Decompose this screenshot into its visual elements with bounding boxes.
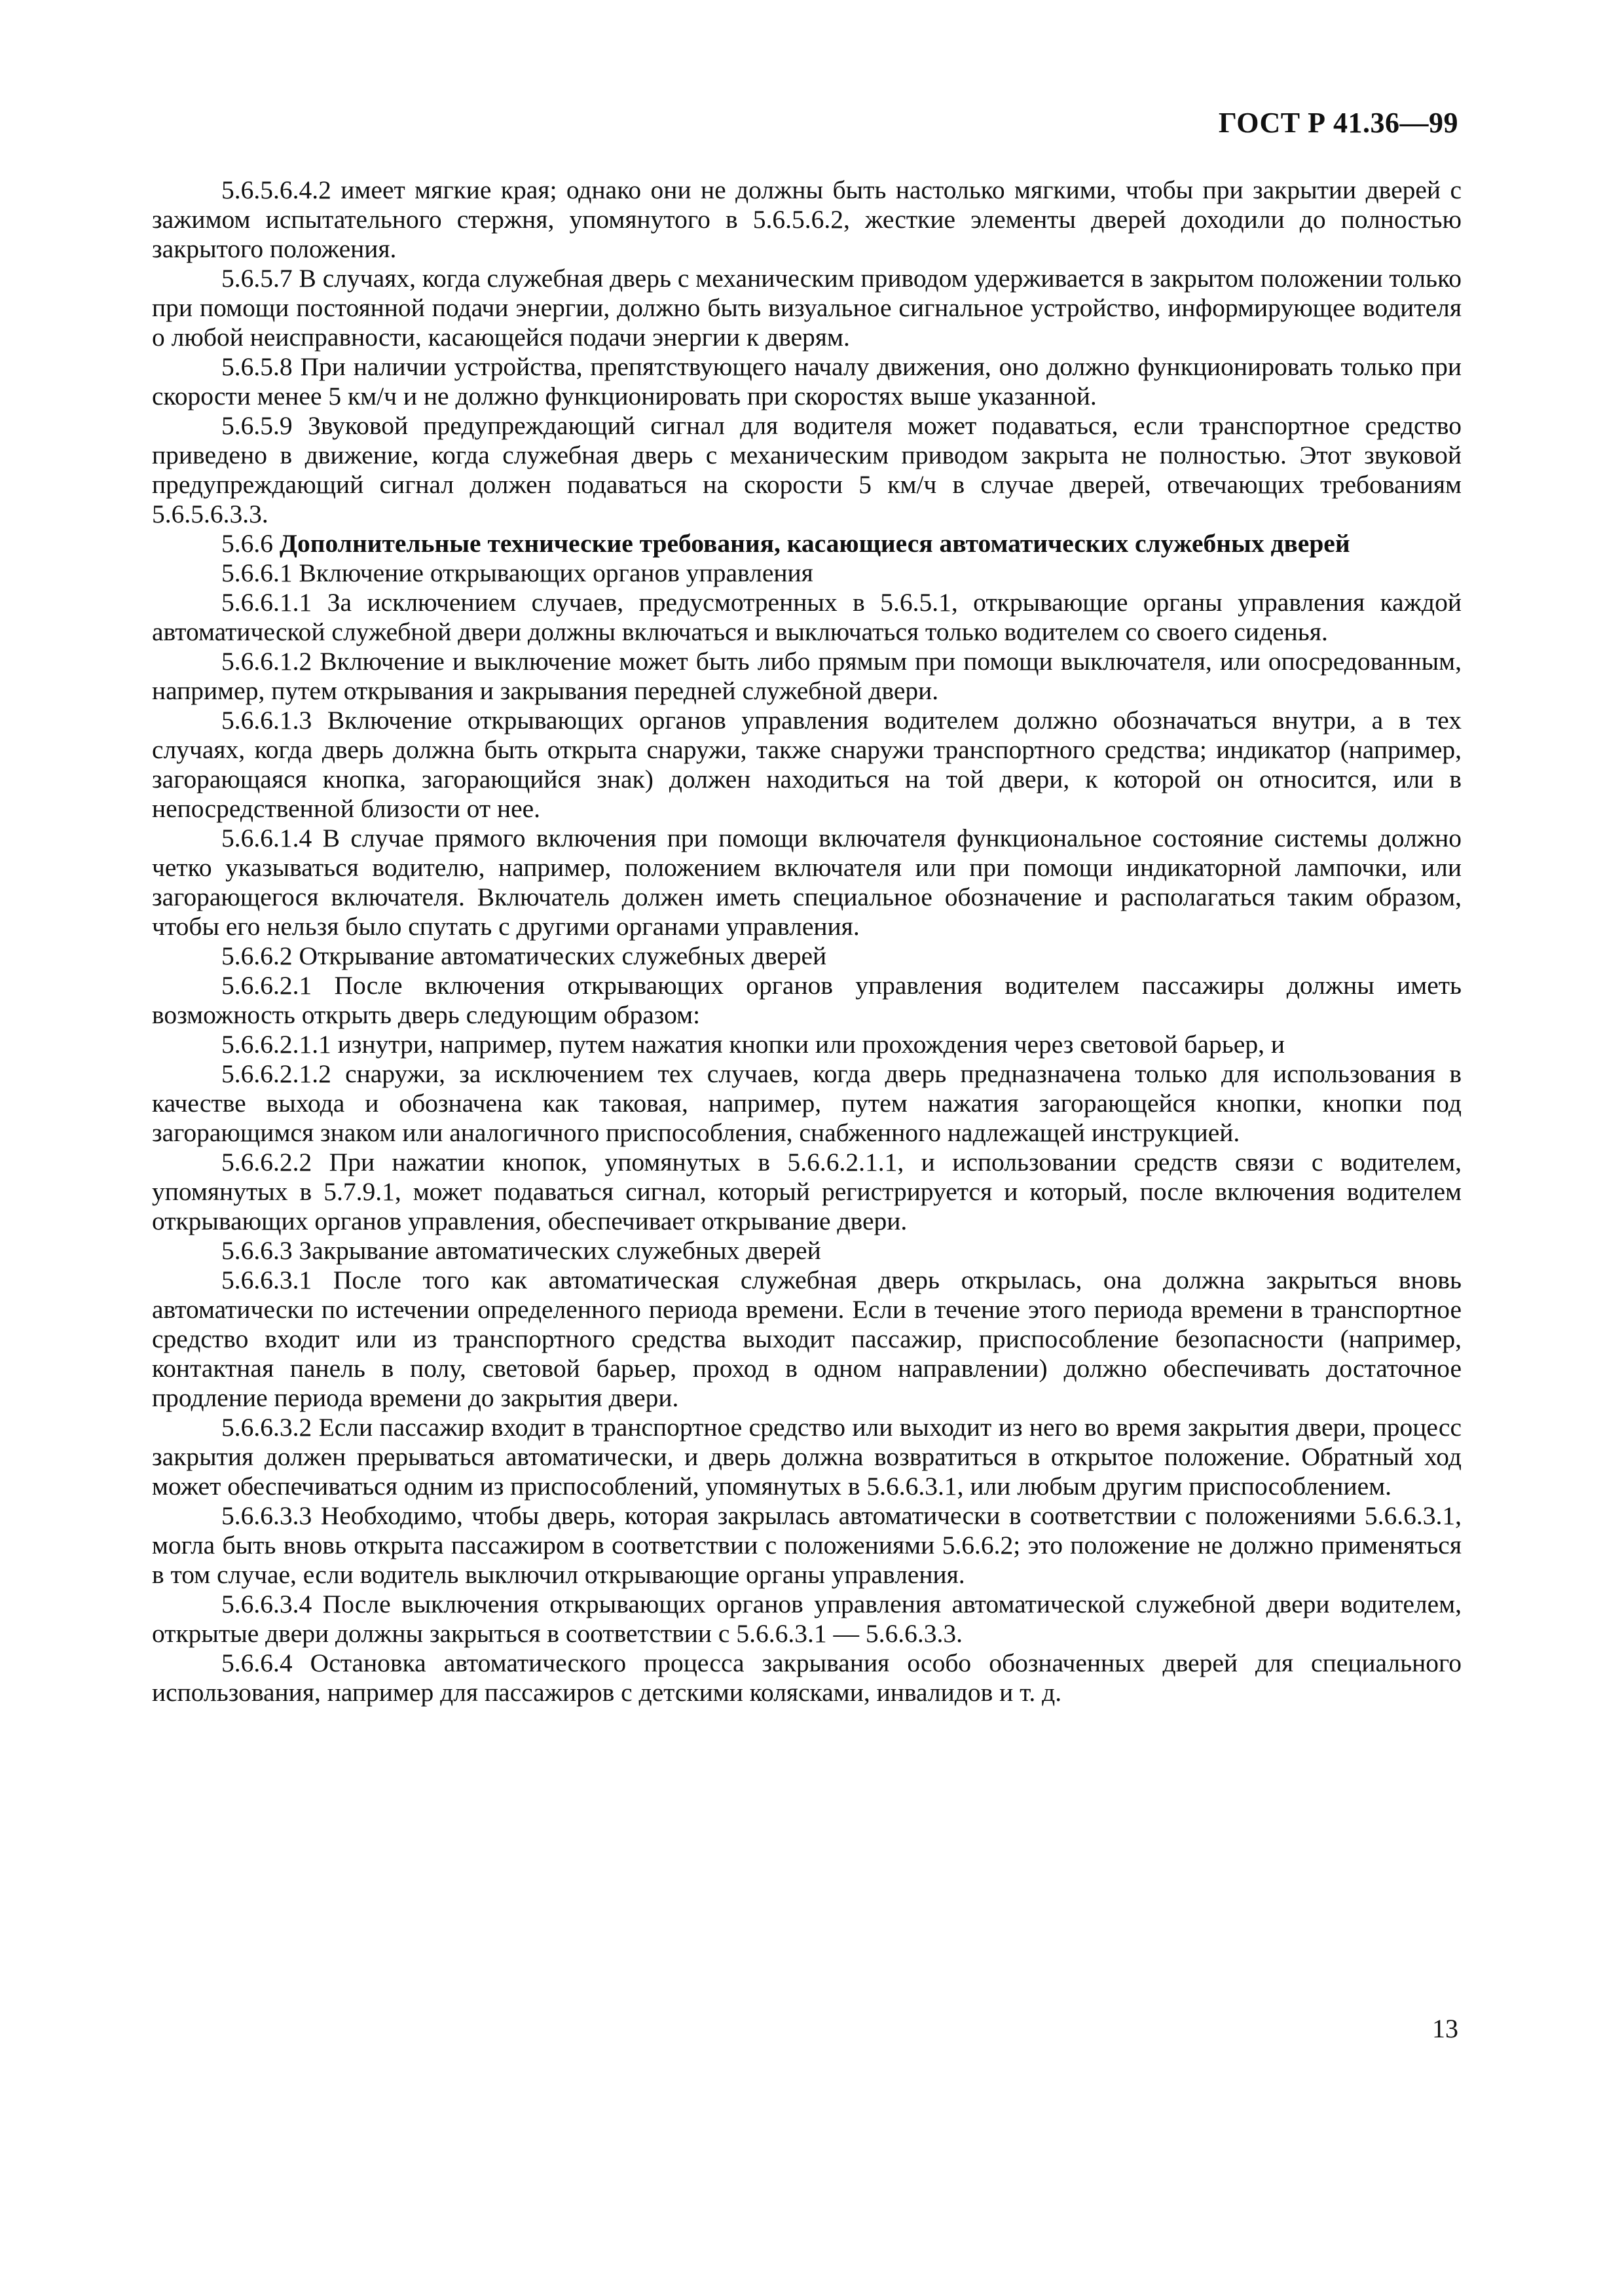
paragraph: 5.6.6.1.3 Включение открывающих органов управления водителем должно обозначаться внутри, а в тех случаях, когда дверь должна быть открыта снаружи, также снаружи транспортного средства; индикатор (например, загорающаяся кнопка, загорающийся знак) должен находиться на той двери, к которой он относится, или в непосредственной близости от нее. xyxy=(152,706,1462,823)
paragraph: 5.6.6.4 Остановка автоматического процесса закрывания особо обозначенных дверей для специального использования, например для пассажиров с детскими колясками, инвалидов и т. д. xyxy=(152,1649,1462,1707)
paragraph: 5.6.6.2.1.1 изнутри, например, путем нажатия кнопки или прохождения через световой барьер, и xyxy=(221,1030,1285,1059)
paragraph: 5.6.5.7 В случаях, когда служебная дверь с механическим приводом удерживается в закрытом положении только при помощи постоянной подачи энергии, должно быть визуальное сигнальное устройство, информирующее водителя о любой неисправности, касающейся подачи энергии к дверям. xyxy=(152,264,1462,352)
paragraph: 5.6.5.8 При наличии устройства, препятствующего началу движения, оно должно функционировать только при скорости менее 5 км/ч и не должно функционировать при скоростях выше указанной. xyxy=(152,352,1462,410)
section-title: Дополнительные технические требования, касающиеся автоматических служебных дверей xyxy=(279,529,1350,558)
paragraph: 5.6.5.9 Звуковой предупреждающий сигнал для водителя может подаваться, если транспортное средство приведено в движение, когда служебная дверь с механическим приводом закрыта не полностью. Этот звуковой предупреждающий сигнал должен подаваться на скорости 5 км/ч в случае дверей, отвечающих требованиям 5.6.5.6.3.3. xyxy=(152,411,1462,528)
section-number: 5.6.6 xyxy=(221,529,273,558)
paragraph: 5.6.6.1.4 В случае прямого включения при помощи включателя функциональное состояние системы должно четко указываться водителю, например, положением включателя или при помощи индикаторной лампочки, или загорающегося включателя. Включатель должен иметь специальное обозначение и располагаться таким образом, чтобы его нельзя было спутать с другими органами управления. xyxy=(152,824,1462,941)
paragraph: 5.6.6.3.1 После того как автоматическая служебная дверь открылась, она должна закрыться вновь автоматически по истечении определенного периода времени. Если в течение этого периода времени в транспортное средство входит или из транспортного средства выходит пассажир, приспособление безопасности (например, контактная панель в полу, световой барьер, проход в одном направлении) должно обеспечивать достаточное продление периода времени до закрытия двери. xyxy=(152,1266,1462,1412)
paragraph: 5.6.6.2.2 При нажатии кнопок, упомянутых в 5.6.6.2.1.1, и использовании средств связи с водителем, упомянутых в 5.7.9.1, может подаваться сигнал, который регистрируется и который, после включения водителем открывающих органов управления, обеспечивает открывание двери. xyxy=(152,1148,1462,1235)
paragraph: 5.6.6.2 Открывание автоматических служебных дверей xyxy=(221,941,827,970)
document-header: ГОСТ Р 41.36—99 xyxy=(1218,107,1458,139)
section-heading xyxy=(152,529,1462,558)
paragraph: 5.6.6.1.1 За исключением случаев, предусмотренных в 5.6.5.1, открывающие органы управления каждой автоматической служебной двери должны включаться и выключаться только водителем со своего сиденья. xyxy=(152,588,1462,646)
paragraph: 5.6.6.2.1 После включения открывающих органов управления водителем пассажиры должны иметь возможность открыть дверь следующим образом: xyxy=(152,971,1462,1029)
page-number: 13 xyxy=(1432,2014,1458,2043)
paragraph: 5.6.6.2.1.2 снаружи, за исключением тех случаев, когда дверь предназначена только для использования в качестве выхода и обозначена как таковая, например, путем нажатия загорающейся кнопки, кнопки под загорающимся знаком или аналогичного приспособления, снабженного надлежащей инструкцией. xyxy=(152,1059,1462,1147)
paragraph: 5.6.6.3.2 Если пассажир входит в транспортное средство или выходит из него во время закрытия двери, процесс закрытия должен прерываться автоматически, и дверь должна возвратиться в открытое положение. Обратный ход может обеспечиваться одним из приспособлений, упомянутых в 5.6.6.3.1, или любым другим приспособлением. xyxy=(152,1413,1462,1501)
paragraph: 5.6.6.1 Включение открывающих органов управления xyxy=(221,558,813,587)
paragraph: 5.6.6.3 Закрывание автоматических служебных дверей xyxy=(221,1236,821,1265)
paragraph: 5.6.5.6.4.2 имеет мягкие края; однако они не должны быть настолько мягкими, чтобы при закрытии дверей с зажимом испытательного стержня, упомянутого в 5.6.5.6.2, жесткие элементы дверей доходили до полностью закрытого положения. xyxy=(152,175,1462,263)
paragraph: 5.6.6.3.4 После выключения открывающих органов управления автоматической служебной двери водителем, открытые двери должны закрыться в соответствии с 5.6.6.3.1 — 5.6.6.3.3. xyxy=(152,1590,1462,1648)
paragraph: 5.6.6.1.2 Включение и выключение может быть либо прямым при помощи выключателя, или опосредованным, например, путем открывания и закрывания передней служебной двери. xyxy=(152,647,1462,705)
document-body xyxy=(152,175,1462,1707)
paragraph: 5.6.6.3.3 Необходимо, чтобы дверь, которая закрылась автоматически в соответствии с положениями 5.6.6.3.1, могла быть вновь открыта пассажиром в соответствии с положениями 5.6.6.2; это положение не должно применяться в том случае, если водитель выключил открывающие органы управления. xyxy=(152,1501,1462,1589)
